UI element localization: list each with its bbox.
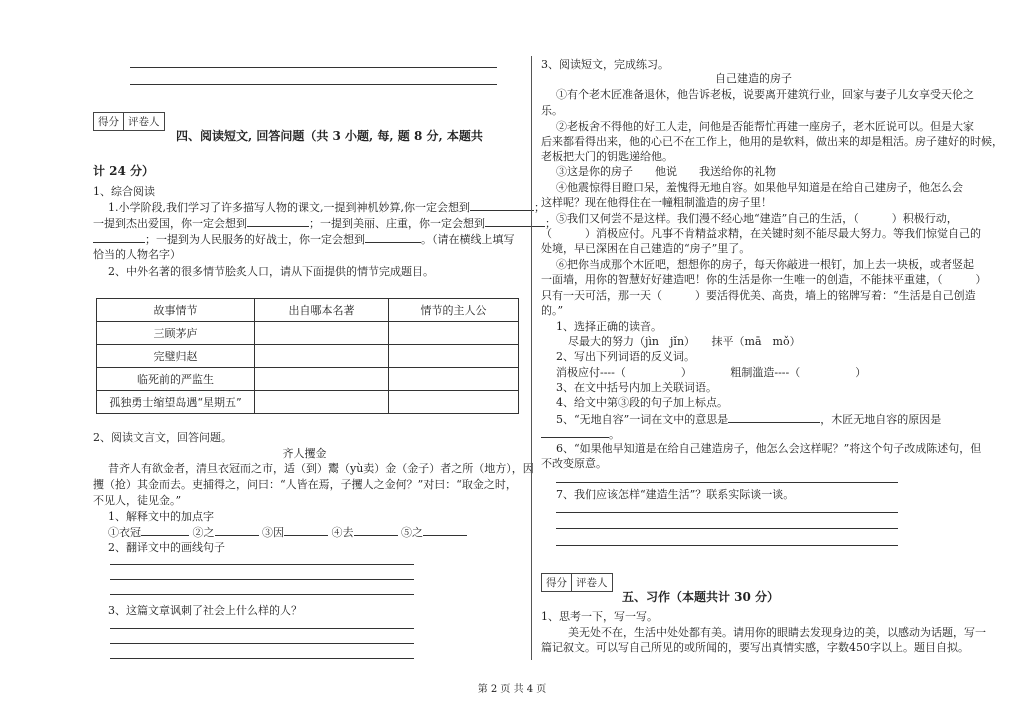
score-box [541,573,613,592]
grader-label: 评卷人 [571,574,612,591]
exercise-4: 4、给文中第③段的句子加上标点。 [556,396,728,409]
answer-line [110,643,414,644]
writing-prompt-title: 1、思考一下，写一写。 [541,610,658,623]
q1-title: 1、综合阅读 [93,185,155,198]
grader-label: 评卷人 [123,113,164,130]
table-header: 情节的主人公 [389,299,519,322]
story-title: 齐人攫金 [282,447,327,460]
exercise-2-options: 消极应付----（ ） 粗制滥造----（ ） [556,366,867,379]
table-row: 孤独勇士缩望岛遇“星期五” [97,391,519,414]
table-header: 故事情节 [97,299,255,322]
q1-sub2: 2、中外名著的很多情节脍炙人口，请从下面提供的情节完成题目。 [108,265,434,278]
section5-title: 五、习作（本题共计 30 分） [622,590,780,604]
story-text: ①有个老木匠准备退休，他告诉老板，说要离开建筑行业，回家与妻子儿女享受天伦之 [556,88,974,101]
q2-sub1: 1、解释文中的加点字 [108,510,214,523]
answer-line [130,67,497,68]
story-text: 老板把大门的钥匙递给他。 [541,150,673,163]
exercise-5: 5、“无地自容”一词在文中的意思是 ，木匠无地自容的原因是 [556,413,942,426]
story-text: ②老板舍不得他的好工人走，问他是否能帮忙再建一座房子，老木匠说可以。但是大家 [556,120,974,133]
exercise-5-cont: 。 [541,427,620,442]
section4-title-cont: 计 24 分） [93,164,155,178]
section4-title: 四、阅读短文, 回答问题（共 3 小题, 每, 题 8 分, 本题共 [176,129,483,143]
q1-text: 恰当的人物名字） [93,248,181,261]
page-number: 第 2 页 共 4 页 [477,684,547,695]
story-text: 后来都看得出来，他的心已不在工作上，他用的是软料，做出来的却是粗活。房子建好的时候， [541,135,1003,148]
q1-text: 一提到杰出爱国，你一定会想到 ；一提到美丽、庄重，你一定会想到 ； [93,217,556,230]
writing-prompt: 篇记叙文。可以写自己所见的或所闻的，要写出真情实感，字数450字以上。题目自拟。 [541,641,969,654]
answer-line [556,545,898,546]
answer-line [110,594,414,595]
story-text: 不见人，徒见金。” [93,494,182,507]
answer-line [556,482,898,483]
exercise-3: 3、在文中括号内加上关联词语。 [556,381,717,394]
q2-title: 2、阅读文言文，回答问题。 [93,431,232,444]
answer-line [130,84,497,85]
story-text: ⑤我们又何尝不是这样。我们漫不经心地“建造”自己的生活，（ ）积极行动， [556,212,958,225]
story-text: 只有一天可活，那一天（ ）要活得优美、高贵，墙上的铭牌写着：“生活是自己创造 [541,289,976,302]
score-label: 得分 [546,577,567,589]
exercise-7: 7、我们应该怎样“建造生活”？联系实际谈一谈。 [556,488,795,501]
plot-table [96,298,519,414]
column-divider [531,56,532,660]
story-text: 处境，早已深困在自己建造的“房子”里了。 [541,242,751,255]
exercise-6: 6、“如果他早知道是在给自己建造房子，他怎么会这样呢？”将这个句子改成陈述句，但 [556,442,982,455]
writing-prompt: 美无处不在，生活中处处都有美。请用你的眼睛去发现身边的美，以感动为话题，写一 [568,626,986,639]
exercise-1: 1、选择正确的读音。 [556,320,662,333]
exercise-6-cont: 不改变原意。 [541,457,607,470]
story-text: 这样呢？现在他得住在一幢粗制滥造的房子里！ [541,196,772,209]
score-box [93,112,165,131]
story-text: 攫（抢）其金而去。吏捕得之，问曰：“人皆在焉，子攫人之金何？”对曰：“取金之时， [93,478,517,491]
story-text: 一面墙，用你的智慧好好建造吧！你的生活是你一生唯一的创造，不能抹平重建，（ ） [541,273,987,286]
q2-sub1-items: ①衣冠 ②之 ③因 ④去 ⑤之 [108,525,467,540]
score-label: 得分 [98,116,119,128]
story-text: ③这是你的房子 他说 我送给你的礼物 [556,165,776,178]
story-text: ⑥把你当成那个木匠吧，想想你的房子，每天你敲进一根钉，加上去一块板，或者竖起 [556,258,974,271]
table-row: 三顾茅庐 [97,322,519,345]
table-row: 临死前的严监生 [97,368,519,391]
story-text: 昔齐人有欲金者，清旦衣冠而之市，适（到）鬻（yù卖）金（金子）者之所（地方），因 [108,462,534,475]
answer-line [556,528,898,529]
q2-sub2: 2、翻译文中的画线句子 [108,541,225,554]
story-text: （ ）消极应付。凡事不肯精益求精，在关键时刻不能尽最大努力。等我们惊觉自己的 [541,227,981,240]
q3-title: 3、阅读短文，完成练习。 [541,58,669,71]
exercise-2: 2、写出下列词语的反义词。 [556,350,695,363]
story-text: 的。” [541,304,564,317]
q1-text: ；一提到为人民服务的好战士，你一定会想到 。（请在横线上填写 [93,232,515,247]
answer-line [110,658,414,659]
story-text: ④他震惊得目瞪口呆，羞愧得无地自容。如果他早知道是在给自己建房子，他怎么会 [556,181,963,194]
answer-line [110,579,414,580]
story-title: 自己建造的房子 [715,72,792,85]
answer-line [110,628,414,629]
answer-line [556,512,898,513]
q2-sub3: 3、这篇文章讽刺了社会上什么样的人？ [108,604,302,617]
answer-line [110,564,414,565]
story-text: 乐。 [541,104,563,117]
table-row: 完璧归赵 [97,345,519,368]
q1-text: 1.小学阶段,我们学习了许多描写人物的课文,一提到神机妙算,你一定会想到 ； [108,201,545,214]
table-header: 出自哪本名著 [255,299,389,322]
exercise-1-options: 尽最大的努力（jìn jǐn） 抹平（mā mǒ） [568,335,801,348]
